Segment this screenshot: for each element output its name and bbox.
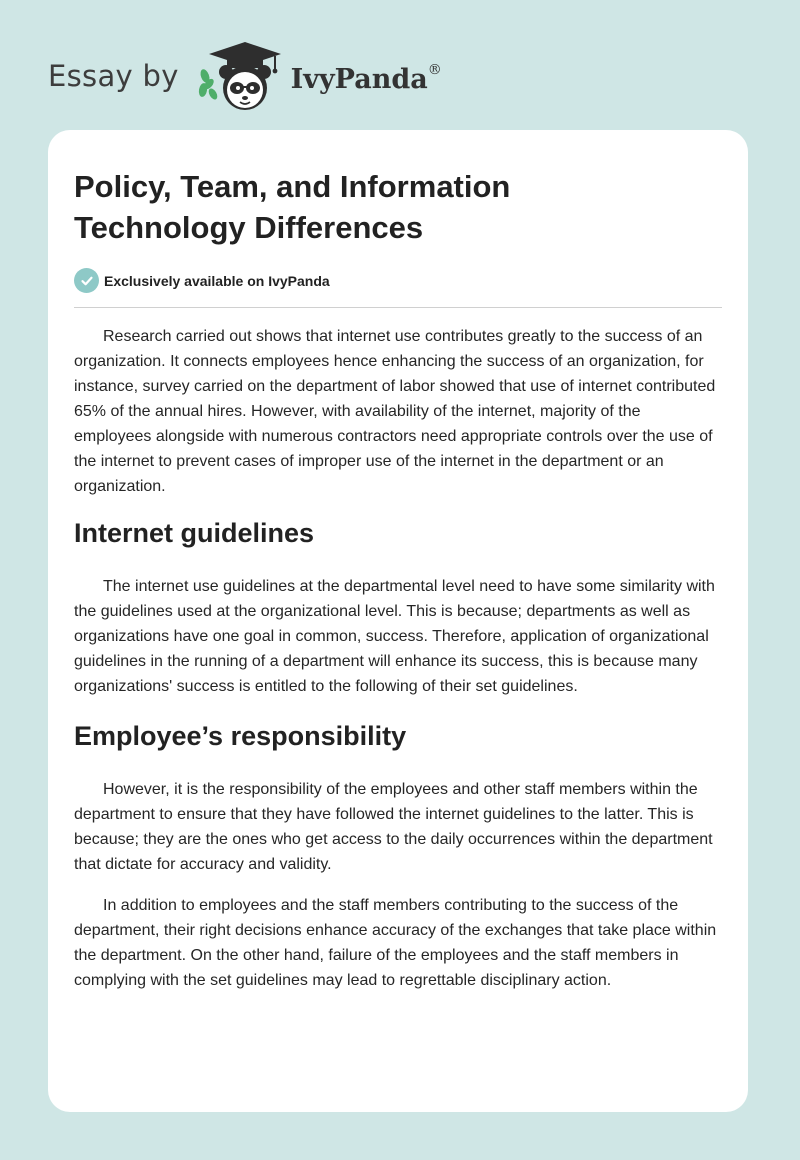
section-heading-internet-guidelines: Internet guidelines <box>74 518 315 548</box>
exclusive-badge <box>74 268 722 293</box>
paragraph: In addition to employees and the staff members contributing to the success of the department, their right decisions enhance accuracy of the exchanges that take place within the department. On the other hand, failure of the employees and the staff members in complying with the set guidelines may lead to regrettable disciplinary action. <box>74 897 717 989</box>
registered-mark: ® <box>427 61 442 78</box>
paragraph: The internet use guidelines at the departmental level need to have some similarity with the guidelines used at the organizational level. This is because; departments as well as organizations have one goal in common, success. Therefore, application of organizational guidelines in the running of a department will enhance its success, this is because many organizations' success is entitled to the following of their set guidelines. <box>74 578 715 695</box>
essay-by-label: Essay by <box>48 59 179 93</box>
page-title: Policy, Team, and Information Technology Differences <box>74 169 511 245</box>
check-circle-icon <box>74 268 99 293</box>
brand-name[interactable]: IvyPanda® <box>290 61 442 95</box>
intro-paragraph: Research carried out shows that internet use contributes greatly to the success of an organization. It connects employees hence enhancing the success of an organization, for instance, survey carried on the department of labor showed that use of internet contributed 65% of the annual hires. However, with availability of the internet, majority of the employees alongside with numerous contractors need appropriate controls over the use of the internet to prevent cases of improper use of the internet in the department or an organization. <box>74 328 716 495</box>
section-heading-employee-responsibility: Employee’s responsibility <box>74 721 407 751</box>
panda-graduate-icon <box>195 38 287 114</box>
exclusive-badge-label: Exclusively available on IvyPanda <box>104 272 330 289</box>
brand-header <box>48 36 442 116</box>
divider <box>74 307 722 308</box>
paragraph: However, it is the responsibility of the employees and other staff members within the department to ensure that they have followed the internet guidelines to the latter. This is because; they are the ones who get access to the daily occurrences within the department that dictate for accuracy and validity. <box>74 781 713 873</box>
article-card <box>48 130 748 1112</box>
